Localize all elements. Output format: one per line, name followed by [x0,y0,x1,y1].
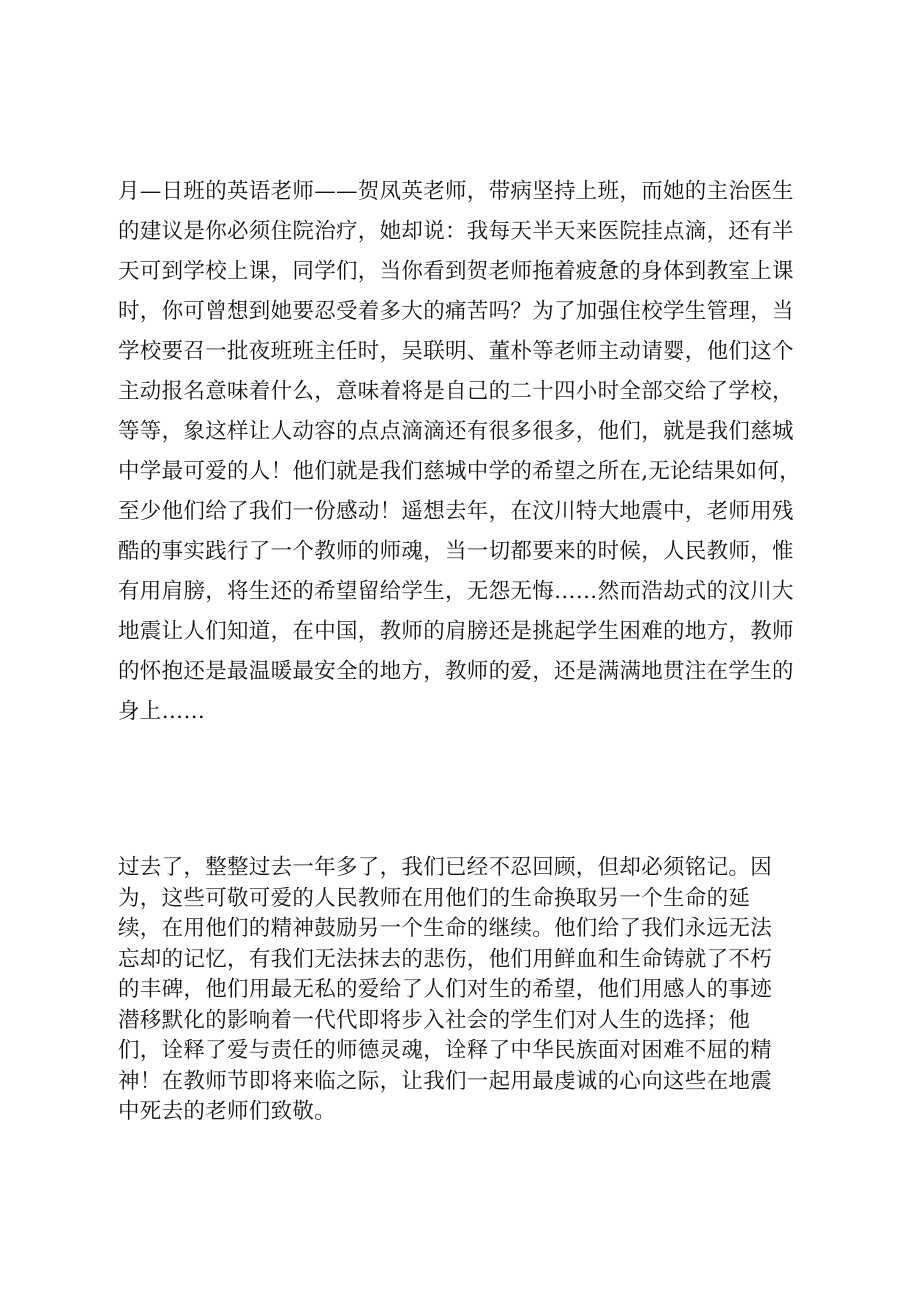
text-line: 为，这些可敬可爱的人民教师在用他们的生命换取另一个生命的延 [118,885,751,911]
text-line: 地震让人们知道，在中国，教师的肩膀还是挑起学生困难的地方，教师 [118,619,794,644]
text-line: 神！在教师节即将来临之际，让我们一起用最虔诚的心向这些在地震 [118,1068,773,1094]
text-line: 月—日班的英语老师——贺凤英老师，带病坚持上班，而她的主治医生 [118,179,794,204]
text-line: 至少他们给了我们一份感动！遥想去年，在汶川特大地震中，老师用残 [118,499,794,524]
text-line: 时，你可曾想到她要忍受着多大的痛苦吗？为了加强住校学生管理，当 [118,299,794,324]
text-line: 中死去的老师们致敬。 [118,1099,337,1124]
text-line: 天可到学校上课，同学们，当你看到贺老师拖着疲惫的身体到教室上课 [118,259,794,284]
text-line: 的怀抱还是最温暖最安全的地方，教师的爱，还是满满地贯注在学生的 [118,659,794,684]
text-line: 续，在用他们的精神鼓励另一个生命的继续。他们给了我们永远无法 [118,916,773,941]
text-line: 中学最可爱的人！他们就是我们慈城中学的希望之所在,无论结果如何， [118,459,801,484]
text-line: 主动报名意味着什么，意味着将是自己的二十四小时全部交给了学校， [118,379,794,404]
text-line: 忘却的记忆，有我们无法抹去的悲伤，他们用鲜血和生命铸就了不朽 [118,946,773,972]
paragraph-1 [118,172,838,732]
text-line: 身上…… [118,699,206,724]
text-line: 的丰碑，他们用最无私的爱给了人们对生的希望，他们用感人的事迹 [118,977,773,1002]
text-line: 们，诠释了爱与责任的师德灵魂，诠释了中华民族面对困难不屈的精 [118,1038,773,1063]
text-line: 的建议是你必须住院治疗，她却说：我每天半天来医院挂点滴，还有半 [118,219,794,244]
text-line: 潜移默化的影响着一代代即将步入社会的学生们对人生的选择；他 [118,1007,751,1033]
text-line: 过去了，整整过去一年多了，我们已经不忍回顾，但却必须铭记。因 [118,855,773,880]
paragraph-2 [118,853,838,1128]
text-line: 酷的事实践行了一个教师的师魂，当一切都要来的时候，人民教师，惟 [118,539,794,564]
text-line: 有用肩膀，将生还的希望留给学生，无怨无悔……然而浩劫式的汶川大 [118,579,794,604]
text-line: 学校要召一批夜班班主任时，吴联明、董朴等老师主动请婴，他们这个 [118,339,794,364]
text-line: 等等，象这样让人动容的点点滴滴还有很多很多，他们，就是我们慈城 [118,419,794,444]
